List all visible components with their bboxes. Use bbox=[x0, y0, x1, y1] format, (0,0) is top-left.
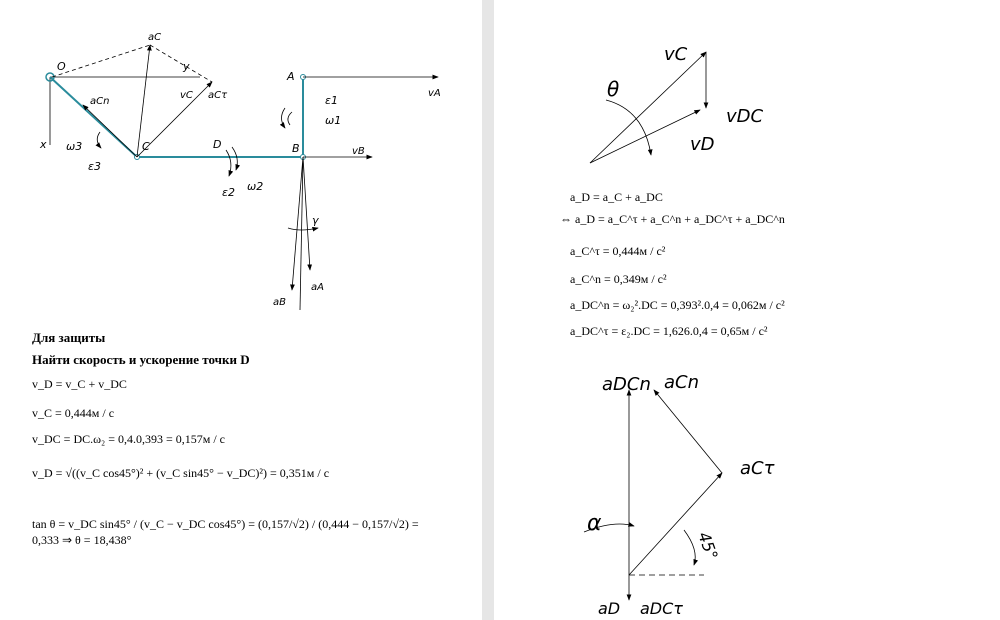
arc-omega3 bbox=[97, 132, 101, 148]
label-v-d: vD bbox=[690, 134, 715, 155]
vector-aa bbox=[303, 157, 310, 270]
eq-vdc: v_DC = DC.ω₂ = 0,4.0,393 = 0,157м / с bbox=[32, 432, 225, 446]
label-gamma: γ bbox=[312, 214, 319, 227]
arc-eps2 bbox=[232, 147, 237, 170]
label-a-cn: aCn bbox=[664, 372, 700, 393]
label-o: O bbox=[57, 60, 66, 73]
arc-eps1 bbox=[288, 112, 292, 125]
eq-vd-sum: v_D = v_C + v_DC bbox=[32, 377, 127, 391]
label-ab: aB bbox=[273, 297, 286, 308]
label-omega3: ω3 bbox=[66, 140, 83, 153]
label-eps3: ε3 bbox=[88, 160, 101, 173]
label-ac: aC bbox=[148, 32, 162, 43]
label-act: aCτ bbox=[208, 90, 228, 101]
label-a-d: aD bbox=[598, 599, 621, 618]
label-a-dcn: aDCn bbox=[602, 374, 651, 395]
label-omega2: ω2 bbox=[247, 180, 264, 193]
eq-adct: a_DC^τ = ε₂.DC = 1,626.0,4 = 0,65м / с² bbox=[570, 324, 768, 338]
vector-vd bbox=[590, 110, 700, 163]
label-v-c: vC bbox=[664, 44, 688, 65]
eq-ad-components: ⇔ a_D = a_C^τ + a_C^n + a_DC^τ + a_DC^n bbox=[560, 212, 785, 226]
heading-task: Найти скорость и ускорение точки D bbox=[32, 352, 250, 367]
label-omega1: ω1 bbox=[325, 114, 342, 127]
label-aa: aA bbox=[311, 282, 324, 293]
arc-theta bbox=[606, 100, 651, 155]
heading-defense: Для защиты bbox=[32, 330, 106, 345]
eq-acn: a_C^n = 0,349м / с² bbox=[570, 272, 667, 286]
dashed-ac-act bbox=[150, 45, 212, 82]
label-d: D bbox=[213, 138, 222, 151]
label-c: C bbox=[142, 140, 150, 153]
vector-vc bbox=[590, 52, 706, 163]
eq-adcn: a_DC^n = ω₂².DC = 0,393².0,4 = 0,062м / с² bbox=[570, 298, 785, 312]
label-vc: vC bbox=[180, 90, 193, 101]
label-acn: aCn bbox=[90, 96, 110, 107]
label-vb: vB bbox=[352, 146, 365, 157]
eq-vc: v_C = 0,444м / с bbox=[32, 406, 115, 420]
left-page bbox=[0, 0, 482, 620]
eq-ad-sum: a_D = a_C + a_DC bbox=[570, 190, 663, 204]
arc-gamma bbox=[288, 228, 318, 230]
label-a: A bbox=[287, 70, 295, 83]
right-page bbox=[494, 0, 1000, 620]
label-v-dc: vDC bbox=[726, 106, 764, 127]
label-y: y bbox=[183, 60, 190, 73]
arc-45 bbox=[684, 530, 695, 565]
eq-act: a_C^τ = 0,444м / с² bbox=[570, 244, 666, 258]
label-alpha: α bbox=[587, 511, 602, 536]
dashed-o-ac bbox=[52, 45, 150, 77]
label-eps1: ε1 bbox=[325, 94, 338, 107]
label-eps2: ε2 bbox=[222, 186, 235, 199]
label-a-ct: aCτ bbox=[740, 458, 775, 479]
label-theta: θ bbox=[607, 77, 620, 101]
label-va: vA bbox=[428, 88, 441, 99]
link-oc bbox=[50, 77, 137, 157]
eq-vd-value: v_D = √((v_C cos45°)² + (v_C sin45° − v_DC)²) = 0,351м / с bbox=[32, 466, 330, 480]
vector-acn bbox=[83, 105, 137, 157]
label-a-dct: aDCτ bbox=[640, 599, 683, 618]
vector-acn2 bbox=[654, 390, 722, 473]
arc-omega2 bbox=[226, 150, 231, 176]
eq-tan-theta: tan θ = v_DC sin45° / (v_C − v_DC cos45°) = (0,157/√2) / (0,444 − 0,157/√2) = 0,333 ⇒ θ = 18,438° bbox=[32, 517, 419, 547]
arc-omega1 bbox=[282, 108, 286, 128]
label-x: x bbox=[40, 138, 47, 151]
label-45: 45° bbox=[694, 529, 722, 563]
page-gutter bbox=[482, 0, 494, 620]
label-b: B bbox=[292, 142, 300, 155]
